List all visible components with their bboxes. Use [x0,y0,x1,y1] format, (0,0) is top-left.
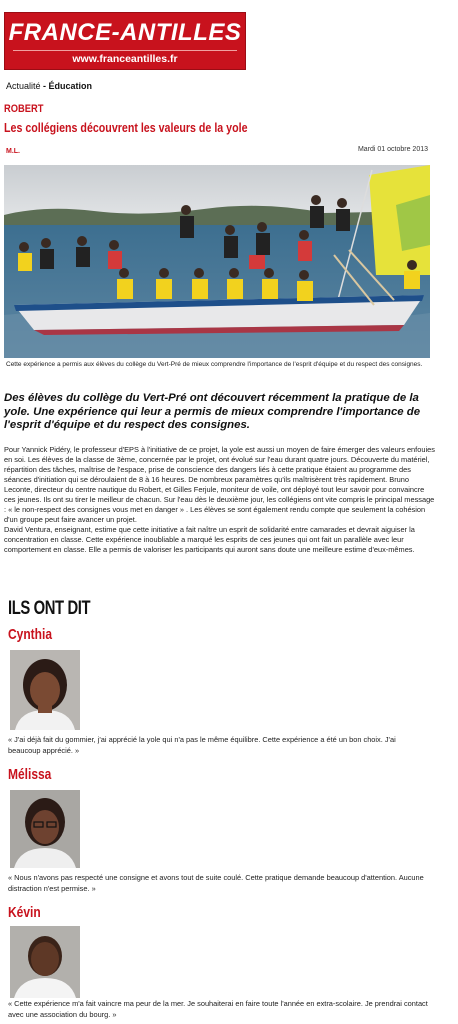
testimonial-name: Kévin [8,904,41,921]
article-paragraph: Pour Yannick Pidéry, le professeur d'EPS à l'initiative de ce projet, la yole est aussi un moyen de faire émerger des valeurs enfouies en soi. Les élèves de la classe de 3ème, concernée par le projet, ont évolué sur l'eau durant quatre jours. Découverte du matériel, répartition des tâches, maîtrise de l'espace, prise de conscience des dangers liés à cette pratique étaient au programme des séances d'initiation qui se déroulaient de 8 à 16 heures. De nombreux paramètres qu'ils maîtrisèrent très rapidement. Bruno Leconte, directeur du centre nautique du Robert, et Gilles Ferjule, moniteur de voile, ont déployé tout leur savoir pour convaincre ces jeunes. Ils ont su tirer le meilleur de chacun. Sur l'eau dès le deuxième jour, les collégiens ont vite compris le principal message : « le non-respect des consignes vous met en danger » . Les élèves se sont également rendu compte que seulement la cohésion d'un groupe peut faire avancer un projet. [4,445,435,524]
article-date: Mardi 01 octobre 2013 [357,146,428,153]
breadcrumb [6,81,92,91]
logo-brand-text: FRANCE-ANTILLES [8,19,242,46]
testimonial-portrait [10,926,80,998]
testimonial-name: Mélissa [8,766,52,783]
article-section: ROBERT [4,103,44,115]
testimonial-quote: « J'ai déjà fait du gommier, j'ai apprécié la yole qui n'a pas le même équilibre. Cette expérience a été un bon choix. J'ai beaucoup apprécié. » [8,735,396,755]
breadcrumb-separator: - [40,81,49,91]
article-title: Les collégiens découvrent les valeurs de la yole [4,120,248,135]
portrait-photo-cynthia [10,650,80,730]
portrait-photo-kevin [10,926,80,998]
yole-photo-illustration [4,165,430,358]
logo-divider [13,50,237,51]
article-paragraph: David Ventura, enseignant, estime que cette initiative a fait naître un esprit de solidarité entre camarades et devrait aiguiser la concentration en classe. Cette expérience inoubliable a marqué les esprits de ces jeunes qui ont fait un parallèle avec leur comportement en classe. Elle a permis de valoriser les participants qui auront sans doute une meilleure estime d'eux-mêmes. [4,525,415,554]
logo-url-text: www.franceantilles.fr [72,53,178,65]
portrait-photo-melissa [10,790,80,868]
article-photo [4,165,430,358]
testimonial-quote: « Cette expérience m'a fait vaincre ma peur de la mer. Je souhaiterai en faire toute l'année en extra-scolaire. Je prendrai contact avec une association du bourg. » [8,999,428,1019]
breadcrumb-current[interactable]: Éducation [48,81,93,91]
testimonial-portrait [10,790,80,868]
article-author: M.L. [6,148,20,155]
breadcrumb-parent[interactable]: Actualité [6,81,41,91]
site-logo[interactable] [4,12,246,70]
testimonial-quote: « Nous n'avons pas respecté une consigne et avons tout de suite coulé. Cette pratique demande beaucoup d'attention. Aucune distraction n'est permise. » [8,873,424,893]
testimonial-name: Cynthia [8,626,53,643]
article-lead: Des élèves du collège du Vert-Pré ont découvert récemment la pratique de la yole. Une expérience qui leur a permis de mieux comprendre l'importance de l'esprit d'équipe et du respect des consignes. [4,392,421,431]
testimonial-portrait [10,650,80,730]
photo-caption: Cette expérience a permis aux élèves du collège du Vert-Pré de mieux comprendre l'importance de l'esprit d'équipe et du respect des consignes. [6,361,423,368]
article-body [4,445,436,555]
testimonials-heading: ILS ONT DIT [8,598,91,619]
